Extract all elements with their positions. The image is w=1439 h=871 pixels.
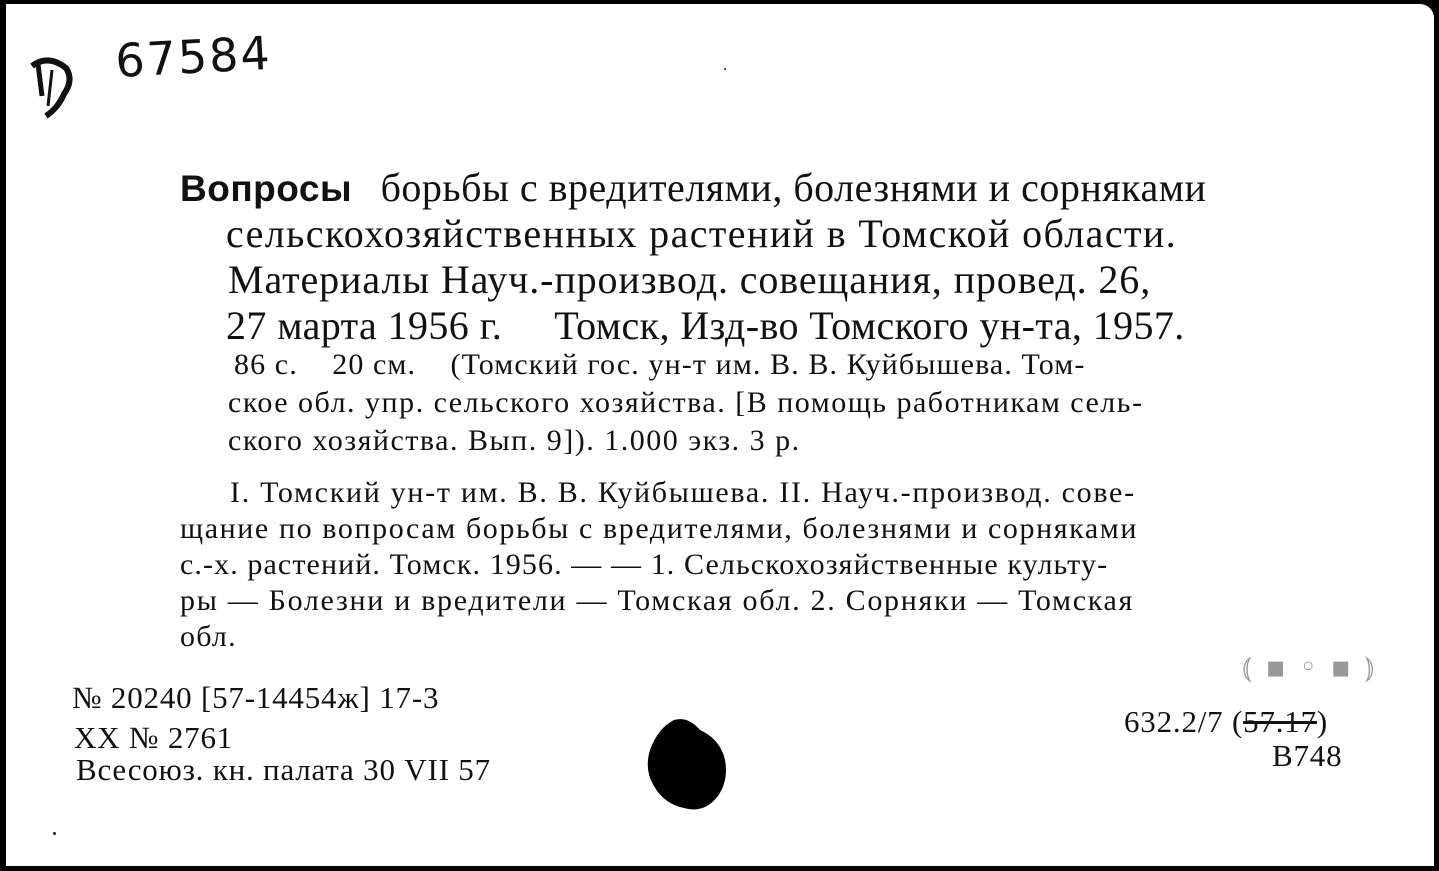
classification-index [1124, 704, 1328, 740]
chamber-stamp: Всесоюз. кн. палата 30 VII 57 [76, 752, 491, 787]
subject-line-1: I. Томский ун-т им. В. В. Куйбышева. II. Науч.-производ. сове- [230, 476, 1136, 509]
subject-line-2: щание по вопросам борьбы с вредителями, болезнями и сорняками [180, 512, 1139, 545]
catalog-line-4: 27 марта 1956 г. Томск, Изд-во Томского ун-та, 1957. [226, 303, 1185, 348]
catalog-line-1 [180, 164, 1206, 211]
subject-line-5: обл. [180, 620, 237, 653]
subject-line-4: ры — Болезни и вредители — Томская обл. 2. Сорняки — Томская [180, 584, 1135, 617]
author-mark: В748 [1272, 738, 1343, 773]
class-prefix: 632.2/7 ( [1124, 704, 1244, 739]
class-suffix: ) [1316, 704, 1329, 739]
ink-blot-icon [644, 718, 730, 814]
catalog-line-6: ское обл. упр. сельского хозяйства. [В помощь работникам сель- [228, 386, 1144, 419]
catalog-card [6, 4, 1434, 866]
catalog-line-5: 86 с. 20 см. (Томский гос. ун-т им. В. В. Куйбышева. Том- [234, 348, 1086, 381]
title-word: Вопросы [180, 168, 353, 209]
faint-stamp-icon: ⦅ ▪ ◦ ▪ ⦆ [1242, 650, 1377, 685]
catalog-line-7: ского хозяйства. Вып. 9]). 1.000 экз. 3 р. [228, 424, 801, 457]
registration-number: № 20240 [57-14454ж] 17-3 [72, 680, 440, 715]
accession-number: 67584 [114, 25, 273, 88]
speck [53, 832, 56, 835]
title-rest: борьбы с вредителями, болезнями и сорняками [380, 165, 1207, 210]
series-number: XX № 2761 [74, 720, 234, 755]
subject-line-3: с.-х. растений. Томск. 1956. — — 1. Сельскохозяйственные культу- [180, 548, 1109, 581]
speck [724, 68, 726, 70]
catalog-line-2: сельскохозяйственных растений в Томской области. [226, 211, 1178, 256]
catalog-line-3: Материалы Науч.-производ. совещания, провед. 26, [228, 257, 1152, 302]
class-struck: 57.17 [1243, 704, 1317, 739]
ink-mark-icon [18, 46, 88, 126]
